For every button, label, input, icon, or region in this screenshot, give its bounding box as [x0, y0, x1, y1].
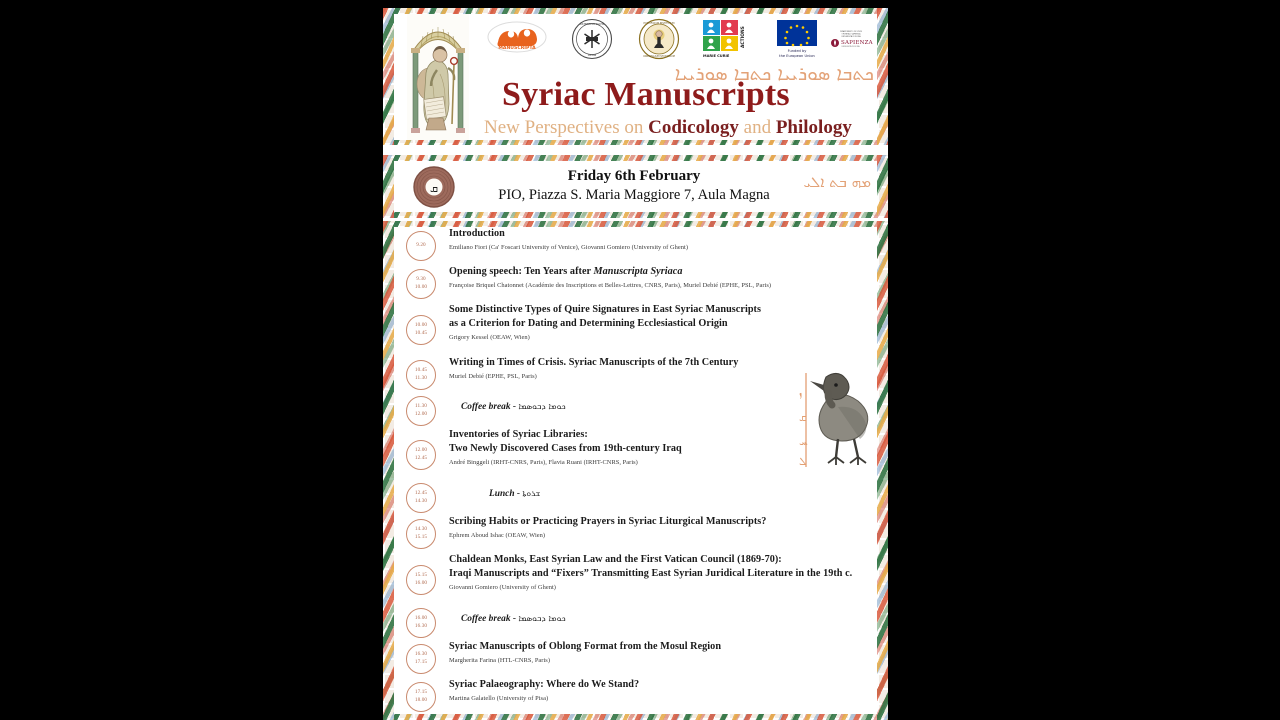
time-to: 10.45 — [414, 329, 428, 336]
session-title-line2: Two Newly Discovered Cases from 19th-century Iraq — [449, 443, 682, 455]
programme-item — [394, 265, 877, 303]
time-badge — [406, 269, 436, 299]
pontifical-oriental-institute-logo — [638, 18, 680, 60]
svg-text:the European Union: the European Union — [779, 54, 815, 58]
page-title: Syriac Manuscripts — [502, 76, 790, 113]
mosaic-border-left — [383, 8, 394, 145]
time-to: 16.30 — [414, 623, 428, 629]
date-venue-text — [474, 167, 794, 205]
time-to: 10.00 — [414, 284, 428, 290]
programme-entry — [449, 678, 869, 704]
svg-text:ÖSTERREICHISCHE: ÖSTERREICHISCHE — [579, 23, 605, 26]
session-speakers: Emiliano Fiori (Ca' Foscari University of Venice), Giovanni Gomiero (University of Ghent) — [449, 243, 689, 251]
time-badge — [406, 315, 436, 345]
oeaw-logo — [571, 18, 613, 60]
break-syriac-label: ܫܪܘܬܐ — [522, 489, 541, 499]
programme-entry — [449, 553, 869, 593]
svg-text:ACTIONS: ACTIONS — [741, 26, 746, 48]
time-from: 12.00 — [414, 446, 428, 453]
programme-item — [394, 606, 877, 640]
session-title: Scribing Habits or Practicing Prayers in Syriac Liturgical Manuscripts? — [449, 516, 767, 527]
date-syriac-text: ܡܗ ܒܬ ܐܠܝ — [803, 173, 871, 191]
session-speakers: Ephrem Aboud Ishac (OEAW, Wien) — [449, 531, 546, 539]
session-speakers: Martina Galatello (University of Pisa) — [449, 694, 549, 702]
event-venue: PIO, Piazza S. Maria Maggiore 7, Aula Magna — [498, 186, 770, 203]
programme-panel — [383, 221, 888, 720]
mosaic-border-right — [877, 155, 888, 218]
programme-item — [394, 515, 877, 553]
session-title: Introduction — [449, 228, 505, 239]
programme-entry — [449, 489, 869, 499]
session-title: Some Distinctive Types of Quire Signatures in East Syriac Manuscripts — [449, 304, 762, 315]
programme-entry — [449, 227, 869, 253]
programme-item — [394, 640, 877, 678]
time-badge — [406, 396, 436, 426]
manuscripta-syriaca-logo — [486, 18, 548, 60]
time-to: 18.00 — [414, 697, 428, 703]
session-title: Syriac Palaeography: Where do We Stand? — [449, 679, 640, 690]
sapienza-university-logo — [829, 18, 874, 60]
mosaic-border-left — [383, 221, 394, 720]
time-badge — [406, 608, 436, 638]
mosaic-border-bottom — [383, 211, 888, 218]
break-label: Coffee break - ܟܘܡܐ ܕܒܘܣܡܐ — [461, 402, 566, 412]
subtitle-part-2: and — [738, 117, 776, 138]
subtitle-part-3: Philology — [775, 117, 852, 138]
svg-text:SAPIENZA: SAPIENZA — [841, 40, 873, 46]
time-to: 12.45 — [414, 454, 428, 461]
time-from: 9.30 — [416, 276, 426, 283]
svg-text:ܚ: ܚ — [799, 435, 808, 448]
session-title-italic: Manuscripta Syriaca — [593, 266, 683, 277]
session-speakers: Grigory Kessel (OEAW, Wien) — [449, 334, 530, 342]
svg-text:MANUSCRIPTA: MANUSCRIPTA — [498, 46, 536, 51]
time-badge — [406, 519, 436, 549]
programme-item — [394, 481, 877, 515]
seal-medallion-icon — [412, 165, 456, 209]
programme-item — [394, 227, 877, 265]
time-from: 10.00 — [414, 321, 428, 328]
session-speakers: Giovanni Gomiero (University of Ghent) — [449, 584, 556, 592]
programme-item — [394, 678, 877, 714]
svg-text:OEAW: OEAW — [587, 53, 597, 57]
session-title: Writing in Times of Crisis. Syriac Manuscripts of the 7th Century — [449, 357, 739, 368]
subtitle-part-1: Codicology — [648, 117, 739, 138]
event-date: Friday 6th February — [567, 168, 701, 184]
programme-item — [394, 303, 877, 356]
poster-header-panel — [383, 8, 888, 145]
time-to: 11.30 — [415, 375, 427, 381]
programme-entry — [449, 265, 869, 291]
time-badge — [406, 231, 436, 261]
svg-text:Funded by: Funded by — [787, 49, 807, 53]
svg-text:ܙ: ܙ — [799, 387, 803, 400]
programme-entry — [449, 515, 869, 541]
session-title: Inventories of Syriac Libraries: — [449, 429, 588, 440]
time-from: 9.20 — [416, 242, 426, 249]
session-title-line2: as a Criterion for Dating and Determining Ecclesiastical Origin — [449, 318, 728, 330]
programme-entry — [449, 614, 869, 624]
session-speakers: Françoise Briquel Chatonnet (Académie des Inscriptions et Belles-Lettres, CNRS, Paris), Muriel Debié (EPHE, PSL, Paris) — [449, 281, 772, 289]
time-to: 14.30 — [414, 498, 428, 504]
time-to: 15.15 — [414, 534, 428, 540]
session-title: Chaldean Monks, East Syrian Law and the First Vatican Council (1869-70): — [449, 554, 782, 565]
time-from: 17.15 — [414, 689, 428, 696]
session-title: Syriac Manuscripts of Oblong Format from the Mosul Region — [449, 641, 722, 652]
session-title-line2: Iraqi Manuscripts and “Fixers” Transmitting East Syrian Juridical Literature in the 19th c. — [449, 568, 853, 580]
session-speakers: André Binggeli (IRHT-CNRS, Paris), Flavia Ruani (IRHT-CNRS, Paris) — [449, 459, 638, 467]
break-label: Coffee break - ܟܘܡܐ ܕܒܘܣܡܐ — [461, 614, 566, 624]
mosaic-border-left — [383, 155, 394, 218]
session-title: Opening speech: Ten Years after Manuscripta Syriaca — [449, 266, 683, 277]
page-subtitle — [484, 118, 876, 137]
time-to: 17.15 — [414, 659, 428, 665]
time-to: 12.00 — [414, 411, 428, 417]
programme-content — [394, 227, 877, 714]
break-syriac-label: ܟܘܡܐ ܕܒܘܣܡܐ — [518, 402, 566, 412]
time-from: 16.30 — [414, 651, 428, 658]
evangelist-scribe-illustration — [407, 14, 469, 140]
svg-text:UNIVERSITÀ DI ROMA: UNIVERSITÀ DI ROMA — [841, 46, 860, 48]
header-content — [394, 14, 877, 140]
date-venue-panel — [383, 155, 888, 218]
time-from: 15.15 — [414, 571, 428, 578]
svg-text:UNIVERSITÀ DI ROMA: UNIVERSITÀ DI ROMA — [841, 36, 861, 38]
svg-text:ܩ: ܩ — [429, 182, 439, 195]
european-union-logo — [769, 18, 825, 60]
syriac-manuscript-bird-drawing — [794, 355, 877, 477]
mosaic-border-right — [877, 8, 888, 145]
time-from: 11.30 — [415, 403, 427, 410]
svg-text:DIPARTIMENTO DI STUDI: DIPARTIMENTO DI STUDI — [840, 31, 862, 33]
time-badge — [406, 483, 436, 513]
time-badge — [406, 682, 436, 712]
time-from: 10.45 — [414, 367, 428, 374]
syriac-title-text: ܟܬܒܐ ܣܘܪܝܝܐ ܟܬܒܐ ܣܘܪܝܝܐ — [674, 63, 874, 85]
programme-entry — [449, 303, 869, 343]
subtitle-part-0: New Perspectives on — [484, 117, 649, 138]
conference-poster — [383, 8, 888, 720]
time-badge — [406, 644, 436, 674]
svg-text:ORIENTALIUM STUDIORUM: ORIENTALIUM STUDIORUM — [643, 55, 675, 58]
svg-text:MARIE CURIE: MARIE CURIE — [703, 54, 730, 58]
time-to: 16.00 — [414, 579, 428, 586]
break-syriac-label: ܟܘܡܐ ܕܒܘܣܡܐ — [518, 614, 566, 624]
svg-text:ORIENTALI SAPIENZA: ORIENTALI SAPIENZA — [841, 33, 861, 36]
time-from: 16.00 — [414, 615, 428, 622]
programme-entry — [449, 640, 869, 666]
svg-text:ܠ: ܠ — [799, 455, 807, 468]
session-speakers: Margherita Farina (HTL-CNRS, Paris) — [449, 656, 551, 664]
svg-text:PONTIFICIUM INSTITUTUM: PONTIFICIUM INSTITUTUM — [643, 22, 675, 25]
programme-item — [394, 553, 877, 606]
session-speakers: Muriel Debié (EPHE, PSL, Paris) — [449, 372, 537, 380]
msca-logo — [701, 18, 749, 60]
svg-text:ܩ: ܩ — [799, 411, 808, 424]
date-venue-content — [394, 161, 877, 212]
mosaic-border-bottom — [383, 713, 888, 720]
time-from: 12.45 — [414, 490, 428, 497]
time-badge — [406, 360, 436, 390]
mosaic-border-right — [877, 221, 888, 720]
time-from: 14.30 — [414, 526, 428, 533]
time-badge — [406, 565, 436, 595]
sponsor-logos — [486, 18, 874, 62]
time-badge — [406, 440, 436, 470]
break-label: Lunch - ܫܪܘܬܐ — [489, 489, 541, 499]
